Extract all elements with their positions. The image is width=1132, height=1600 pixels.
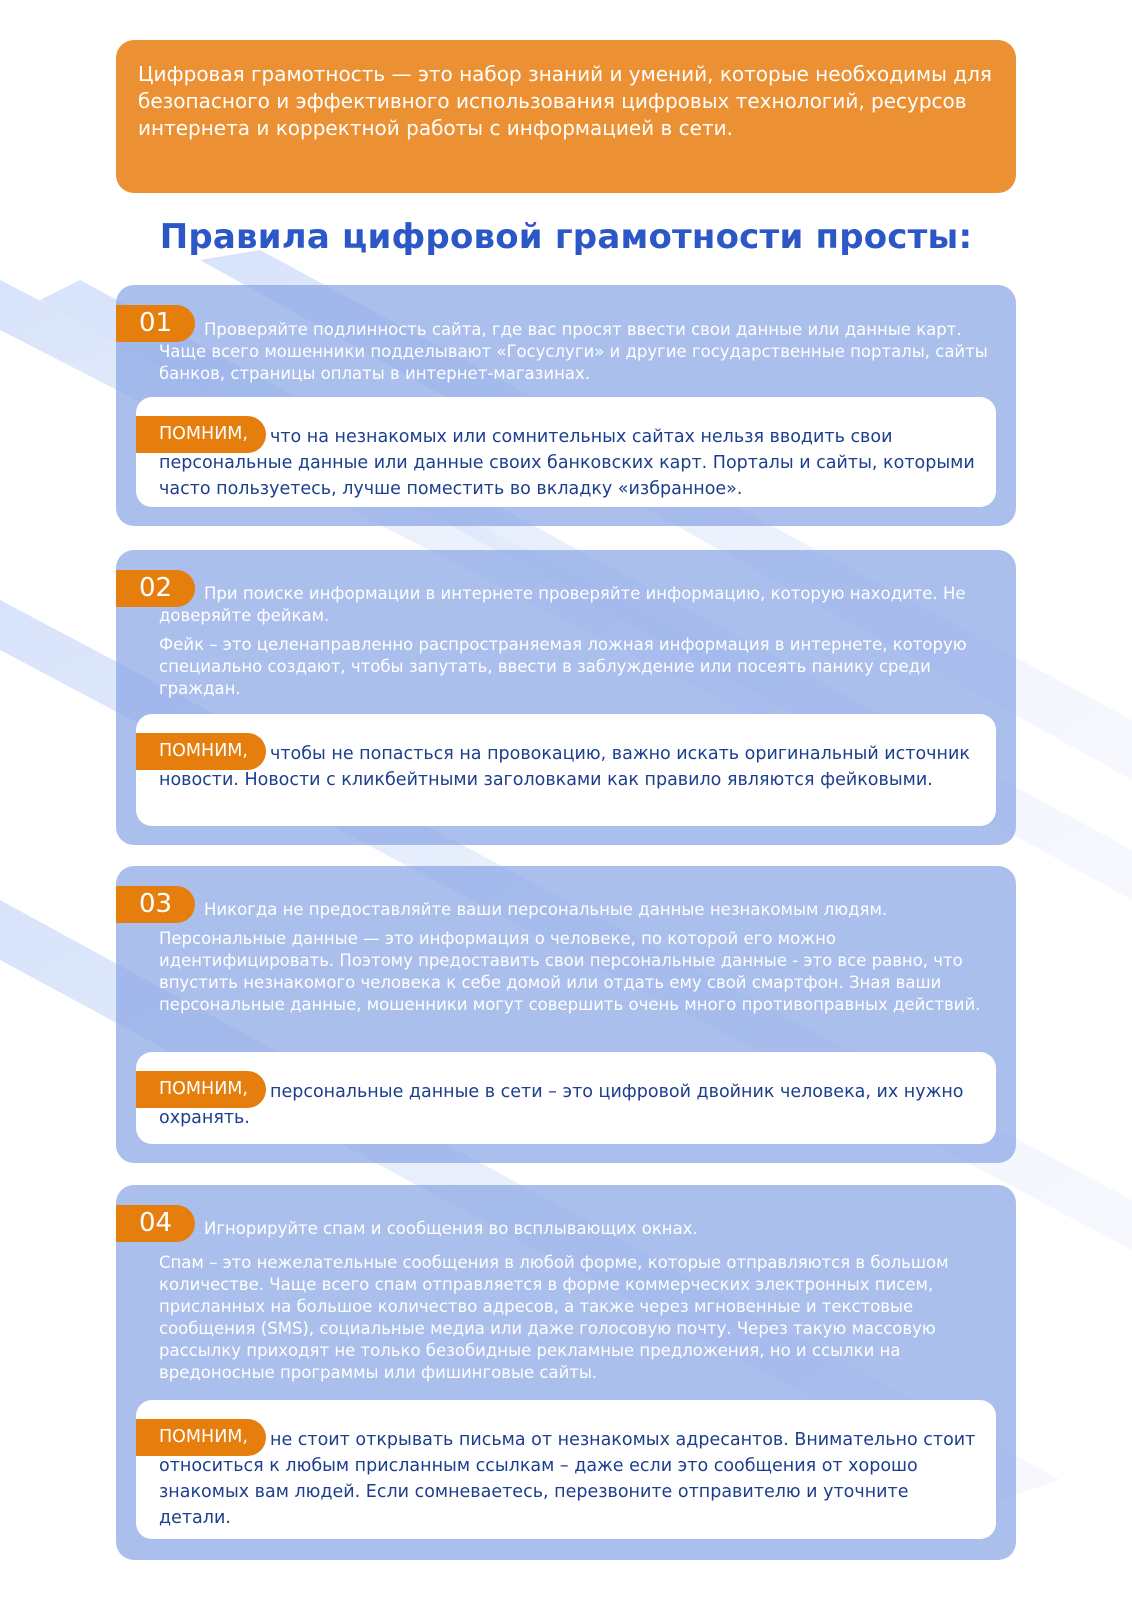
remember-label: ПОМНИМ,: [159, 1079, 248, 1099]
intro-banner: [116, 40, 1016, 193]
remember-text: что на незнакомых или сомнительных сайтах нельзя вводить свои персональные данные или данные своих банковских карт. Порталы и сайты, которыми часто пользуетесь, лучше поместить во вкладку «избранное».: [159, 427, 975, 499]
remember-box: [136, 1052, 996, 1144]
rule-main-text: Никогда не предоставляйте ваши персональные данные незнакомым людям.: [204, 900, 888, 919]
remember-text: не стоит открывать письма от незнакомых адресантов. Внимательно стоит относиться к любым присланным ссылкам – даже если это сообщения от хорошо знакомых вам людей. Если сомневаетесь, перезвоните отправителю и уточните детали.: [159, 1430, 976, 1528]
rule-main-text: При поиске информации в интернете проверяйте информацию, которую находите. Не доверяйте фейкам.: [159, 584, 966, 625]
page-title: Правила цифровой грамотности просты:: [159, 217, 973, 257]
rule-number: 02: [116, 570, 195, 607]
rule-card-02: [116, 550, 1016, 845]
rule-definition: Спам – это нежелательные сообщения в любой форме, которые отправляются в большом количестве. Чаще всего спам отправляется в форме коммерческих электронных писем, присланных на большое количество адресов, а также через мгновенные и текстовые сообщения (SMS), социальные медиа или даже голосовую почту. Через такую массовую рассылку приходят не только безобидные рекламные предложения, но и ссылки на вредоносные программы или фишинговые сайты.: [159, 1253, 949, 1382]
rule-card-04: [116, 1185, 1016, 1560]
remember-text: персональные данные в сети – это цифровой двойник человека, их нужно охранять.: [159, 1082, 964, 1128]
rule-definition: Фейк – это целенаправленно распространяемая ложная информация в интернете, которую специально создают, чтобы запутать, ввести в заблуждение или посеять панику среди граждан.: [159, 635, 967, 698]
rule-card-01: [116, 285, 1016, 526]
remember-box: [136, 397, 996, 507]
rule-main-text: Проверяйте подлинность сайта, где вас просят ввести свои данные или данные карт. Чаще всего мошенники подделывают «Госуслуги» и другие государственные порталы, сайты банков, страницы оплаты в интернет-магазинах.: [159, 320, 988, 383]
rule-number: 03: [116, 886, 195, 923]
remember-label: ПОМНИМ,: [159, 1427, 248, 1447]
intro-text: Цифровая грамотность — это набор знаний и умений, которые необходимы для безопасного и эффективного использования цифровых технологий, ресурсов интернета и корректной работы с информацией в сети.: [138, 62, 992, 140]
rule-number: 01: [116, 305, 195, 342]
remember-text: чтобы не попасться на провокацию, важно искать оригинальный источник новости. Новости с кликбейтными заголовками как правило являются фейковыми.: [159, 744, 970, 790]
rule-main-text: Игнорируйте спам и сообщения во всплывающих окнах.: [204, 1219, 698, 1238]
rule-card-03: [116, 866, 1016, 1163]
remember-label: ПОМНИМ,: [159, 424, 248, 444]
rule-definition: Персональные данные — это информация о человеке, по которой его можно идентифицировать. Поэтому предоставить свои персональные данные - это все равно, что впустить незнакомого человека к себе домой или отдать ему свой смартфон. Зная ваши персональные данные, мошенники могут совершить очень много противоправных действий.: [159, 929, 981, 1014]
remember-box: [136, 714, 996, 826]
rule-number: 04: [116, 1205, 195, 1242]
remember-label: ПОМНИМ,: [159, 741, 248, 761]
remember-box: [136, 1400, 996, 1539]
